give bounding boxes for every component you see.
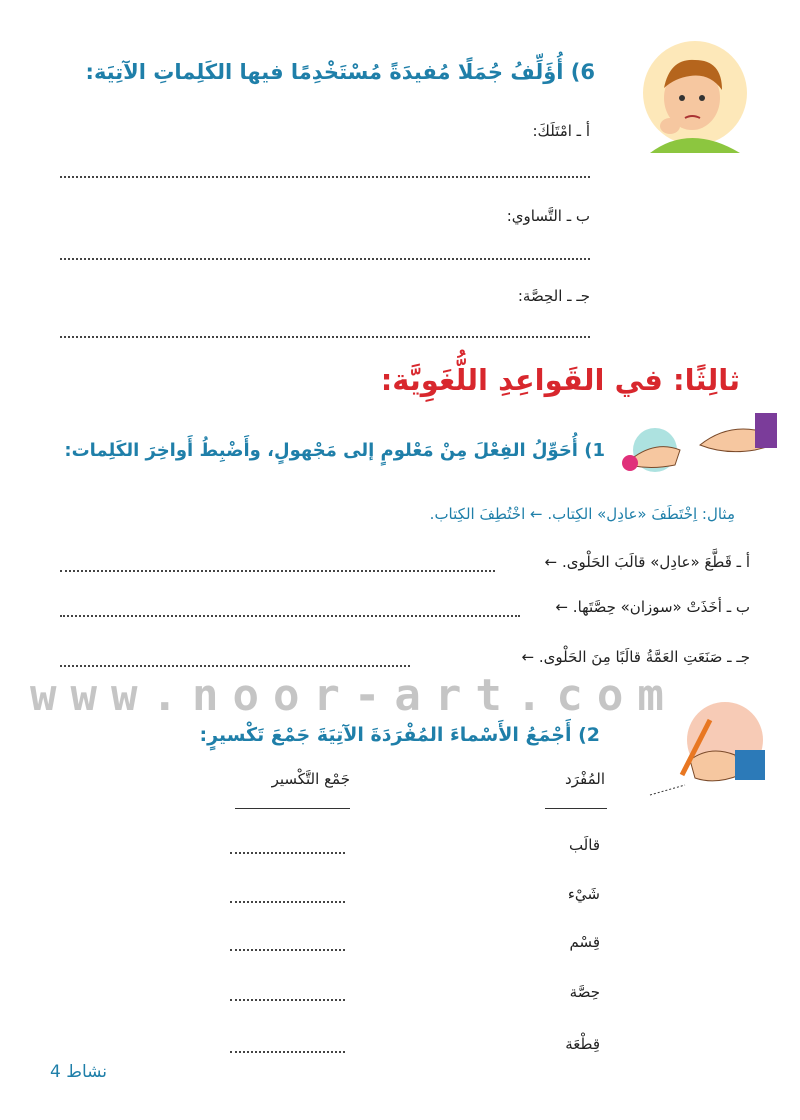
answer-line[interactable] [60, 665, 410, 667]
plural-answer-line[interactable] [230, 1051, 345, 1053]
answer-line[interactable] [60, 615, 520, 617]
writing-hand-illustration [640, 700, 775, 800]
col-header-plural: جَمْع التَّكْسير [271, 770, 350, 788]
watermark: www.noor-art.com [30, 670, 678, 721]
singular-word: شَيْء [567, 885, 600, 903]
q6-item-c: جـ ـ الحِصَّة: [517, 287, 590, 305]
singular-word: حِصَّة [569, 983, 600, 1001]
q1-item-b: ب ـ أخَذَتْ «سوزان» حِصَّتَها. ← [555, 598, 750, 616]
singular-word: قِسْم [569, 933, 600, 951]
q2-title: 2) أَجْمَعُ الأَسْماءَ المُفْرَدَةَ الآتِيَةَ جَمْعَ تَكْسيرٍ: [199, 724, 600, 746]
answer-line[interactable] [60, 336, 590, 338]
q6-item-b: ب ـ التَّساوي: [506, 207, 590, 225]
hands-illustration [615, 405, 780, 480]
header-underline [545, 808, 607, 809]
q1-title: 1) أُحَوِّلُ الفِعْلَ مِنْ مَعْلومٍ إلى مَجْهولٍ، وأَضْبِطُ أَواخِرَ الكَلِمات: [64, 440, 605, 461]
singular-word: قالَب [568, 836, 600, 854]
q6-title: 6) أُؤَلِّفُ جُمَلًا مُفيدَةً مُسْتَخْدِمًا فيها الكَلِماتِ الآتِيَة: [85, 60, 595, 84]
answer-line[interactable] [60, 258, 590, 260]
section-title: ثالِثًا: في القَواعِدِ اللُّغَوِيَّة: [380, 363, 740, 397]
answer-line[interactable] [60, 570, 495, 572]
answer-line[interactable] [60, 176, 590, 178]
plural-answer-line[interactable] [230, 901, 345, 903]
q6-item-a: أ ـ امْتَلَكَ: [532, 122, 590, 140]
col-header-singular: المُفْرَد [565, 770, 605, 788]
q1-item-a: أ ـ قَطَّعَ «عادِل» قالَبَ الحَلْوى. ← [544, 553, 750, 571]
page-footer-label: نشاط 4 [50, 1062, 108, 1082]
plural-answer-line[interactable] [230, 852, 345, 854]
singular-word: قِطْعَة [565, 1035, 600, 1053]
plural-answer-line[interactable] [230, 999, 345, 1001]
plural-answer-line[interactable] [230, 949, 345, 951]
q1-example: مِثال: اِخْتَطَفَ «عادِل» الكِتاب. ← اخْتُطِفَ الكِتاب. [429, 505, 735, 523]
q1-item-c: جـ ـ صَنَعَتِ العَمَّةُ قالَبًا مِنَ الحَلْوى. ← [521, 648, 750, 666]
header-underline [235, 808, 350, 809]
thinking-boy-illustration [630, 38, 755, 153]
